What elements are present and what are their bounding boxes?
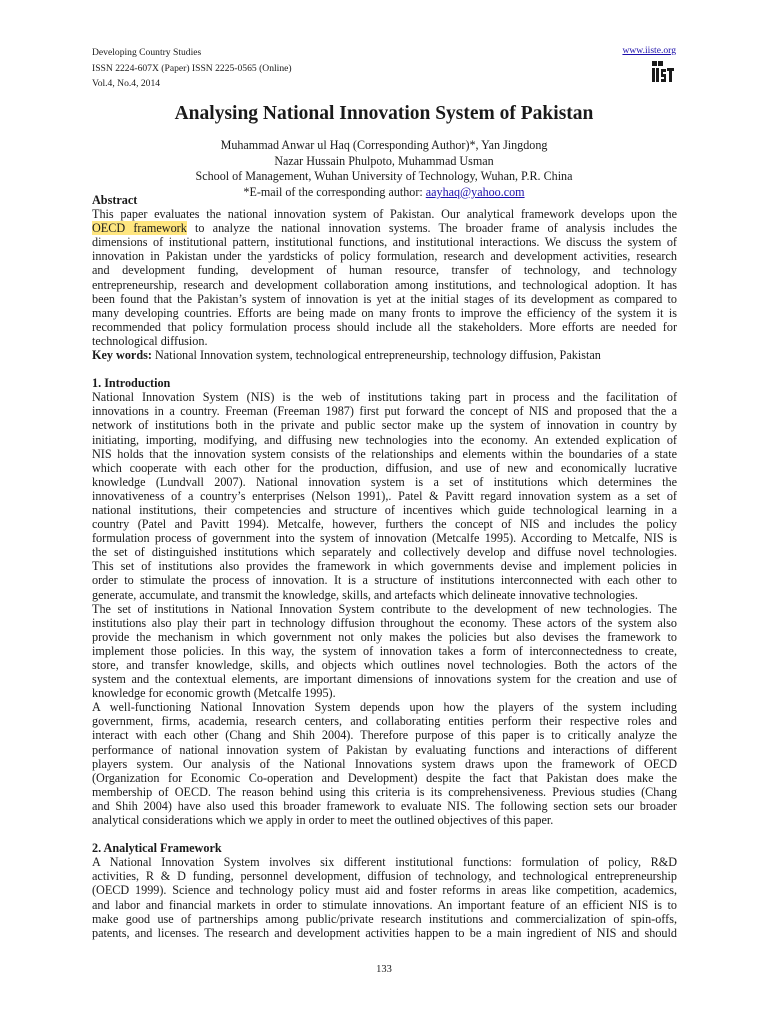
text-line: formulation process of government into the system of innovation (Metcalfe 1995). According to Metcalfe, NIS is xyxy=(92,531,677,546)
text-line: performance of national innovation system of Pakistan by evaluating functions and interactions of different xyxy=(92,742,677,757)
abstract-line: This paper evaluates the national innovation system of Pakistan. Our analytical framework develops upon the xyxy=(92,207,677,222)
text-line: innovations in a country. Freeman (Freeman 1987) first put forward the concept of NIS and proposed that the a xyxy=(92,404,677,419)
text-line: institutions also play their part in technology diffusion throughout the economy. These actors of the system also xyxy=(92,615,677,630)
iiste-logo xyxy=(650,59,676,85)
section-2-heading: 2. Analytical Framework xyxy=(92,841,222,856)
header-right xyxy=(622,45,676,85)
text-line: A National Innovation System involves six different institutional functions: formulation of policy, R&D xyxy=(92,855,677,870)
text-line: dimensions of institutional pattern, institutional functions, and institutional interactions. We discuss the system of xyxy=(92,235,677,250)
authors-line-2: Nazar Hussain Phulpoto, Muhammad Usman xyxy=(274,153,494,168)
text-line: the set of distinguished institutions which separately and collectively develop and diffuse novel technologies. xyxy=(92,545,677,560)
text-line: been found that the Pakistan’s system of innovation is yet at the initial stages of its development as compared to xyxy=(92,291,677,306)
text-line: which cooperate with each other for the production, diffusion, and use of new and economically lucrative xyxy=(92,460,677,475)
text-line: (OECD 1999). Science and technology policy must aid and foster reforms in areas like competition, academics, xyxy=(92,883,677,898)
journal-url-link[interactable]: www.iiste.org xyxy=(622,45,676,56)
text-line: knowledge (Lundvall 2007). National innovation system is a set of institutions which determines the xyxy=(92,474,677,489)
page-number: 133 xyxy=(376,964,392,975)
text-line: (Organization for Economic Co-operation and Development) despite the fact that Pakistan does make the xyxy=(92,770,677,785)
text-line: national institutions, their competencies and structure of incentives which guide technological learning in a xyxy=(92,502,677,517)
journal-header xyxy=(92,45,292,92)
text-line: order to stimulate the process of innovation. It is a structure of institutions interconnected with each other to xyxy=(92,573,677,588)
text-line: and development funding, development of human resource, transfer of technology, and technology xyxy=(92,263,677,278)
text-line: players system. Our analysis of the National Innovations system draws upon the framework of OECD xyxy=(92,756,677,771)
text-line: system and the contextual elements, are important dimensions of innovations system for the creation and use of xyxy=(92,672,677,687)
text-line: National Innovation System (NIS) is the web of institutions taking part in process and the facilitation of xyxy=(92,390,677,405)
text-line: patents, and licenses. The research and development activities happen to be a main ingredient of NIS and should xyxy=(92,925,677,940)
section-1-heading: 1. Introduction xyxy=(92,376,171,391)
intro-paragraph-3-last: analytical considerations which we apply in order to meet the outlined objectives of this paper. xyxy=(92,813,554,828)
affiliation: School of Management, Wuhan University of Technology, Wuhan, P.R. China xyxy=(195,169,573,184)
email-link[interactable]: aayhaq@yahoo.com xyxy=(425,184,525,199)
text-line: innovation in Pakistan under the yardsticks of policy formulation, research and development activities, research xyxy=(92,249,677,264)
text-line: and labor and financial markets in order to stimulate innovations. An important feature of an efficient NIS is to xyxy=(92,897,677,912)
text-line: entrepreneurship, research and development collaboration among institutions, and technological adoption. It has xyxy=(92,277,677,292)
text-line: activities, R & D funding, personnel development, diffusion of technology, and technological entrepreneurship xyxy=(92,869,677,884)
journal-name: Developing Country Studies xyxy=(92,47,202,58)
keywords-text: National Innovation system, technological entrepreneurship, technology diffusion, Pakistan xyxy=(151,348,601,363)
email-prefix: *E-mail of the corresponding author: xyxy=(243,184,426,199)
paper-body xyxy=(92,193,677,940)
intro-paragraph-2 xyxy=(92,602,677,687)
text-line: interact with each other (Chang and Shih 2004). Therefore purpose of this paper is to critically analyze the xyxy=(92,728,677,743)
volume: Vol.4, No.4, 2014 xyxy=(92,78,161,89)
intro-paragraph-1 xyxy=(92,390,677,587)
text-line: membership of OECD. The reason behind using this criteria is its comprehensiveness. Previous studies (Chang xyxy=(92,784,677,799)
issn: ISSN 2224-607X (Paper) ISSN 2225-0565 (Online) xyxy=(92,62,292,74)
keywords xyxy=(92,348,677,362)
highlighted-text[interactable]: OECD framework xyxy=(92,221,187,236)
author-block xyxy=(0,138,768,200)
text-line: This set of institutions also provides the framework in which governments devise and implement policies in xyxy=(92,559,677,574)
text-line: The set of institutions in National Innovation System contribute to the development of new technologies. The xyxy=(92,601,677,616)
text-line: country (Patel and Pavitt 1994). Metcalfe, however, furthers the concept of NIS and includes the policy xyxy=(92,517,677,532)
abstract-line xyxy=(92,221,677,235)
text-line: many developing countries. Efforts are being made on many fronts to improve the efficiency of the system it is xyxy=(92,305,677,320)
text-line: implement those policies. In this way, the system of innovation takes a form of interconnectedness to create, xyxy=(92,643,677,658)
text-line: government, firms, academia, research centers, and collaborating entities perform their respective roles and xyxy=(92,714,677,729)
text-line: store, and transfer knowledge, skills, and objects which outlines novel technologies. Both the actors of the xyxy=(92,658,677,672)
text-line: initiating, importing, modifying, and diffusing new technologies into the economy. An extended explication of xyxy=(92,432,677,447)
framework-paragraph xyxy=(92,855,677,940)
abstract-text: to analyze the national innovation systems. The broader frame of analysis includes the xyxy=(186,221,678,236)
text-line: innovativeness of a country’s enterprises (Nelson 1991),. Patel & Pavitt regard innovation system as a set of xyxy=(92,488,677,503)
intro-paragraph-1-last: generate, accumulate, and transmit the knowledge, skills, and artefacts which delineate innovative technologies. xyxy=(92,587,638,602)
text-line: provide the mechanism in which government not only makes the policies but also devises the framework to xyxy=(92,629,677,644)
text-line: recommended that policy formulation process should include all the stakeholders. More efforts are needed for xyxy=(92,319,677,334)
intro-paragraph-3 xyxy=(92,700,677,813)
text-line: NIS holds that the innovation system consists of the relationships and elements within the boundaries of a state xyxy=(92,446,677,461)
intro-paragraph-2-last: knowledge for economic growth (Metcalfe 1995). xyxy=(92,686,336,701)
text-line: network of institutions both in the private and public sector make up the system of innovation in country by xyxy=(92,418,677,433)
paper-title: Analysing National Innovation System of Pakistan xyxy=(174,103,594,124)
abstract-lines xyxy=(92,235,677,334)
text-line: A well-functioning National Innovation System depends upon how the players of the system including xyxy=(92,700,677,715)
authors-line-1: Muhammad Anwar ul Haq (Corresponding Author)*, Yan Jingdong xyxy=(220,138,548,152)
text-line: make good use of partnerships among public/private research institutions and commercialization of spin-offs, xyxy=(92,911,677,926)
abstract-heading: Abstract xyxy=(92,193,138,207)
keywords-label: Key words: xyxy=(92,348,152,363)
abstract-last-line: technological diffusion. xyxy=(92,333,208,348)
text-line: and Shih 2004) have also used this broader framework to evaluate NIS. The following section sets our broader xyxy=(92,798,677,813)
